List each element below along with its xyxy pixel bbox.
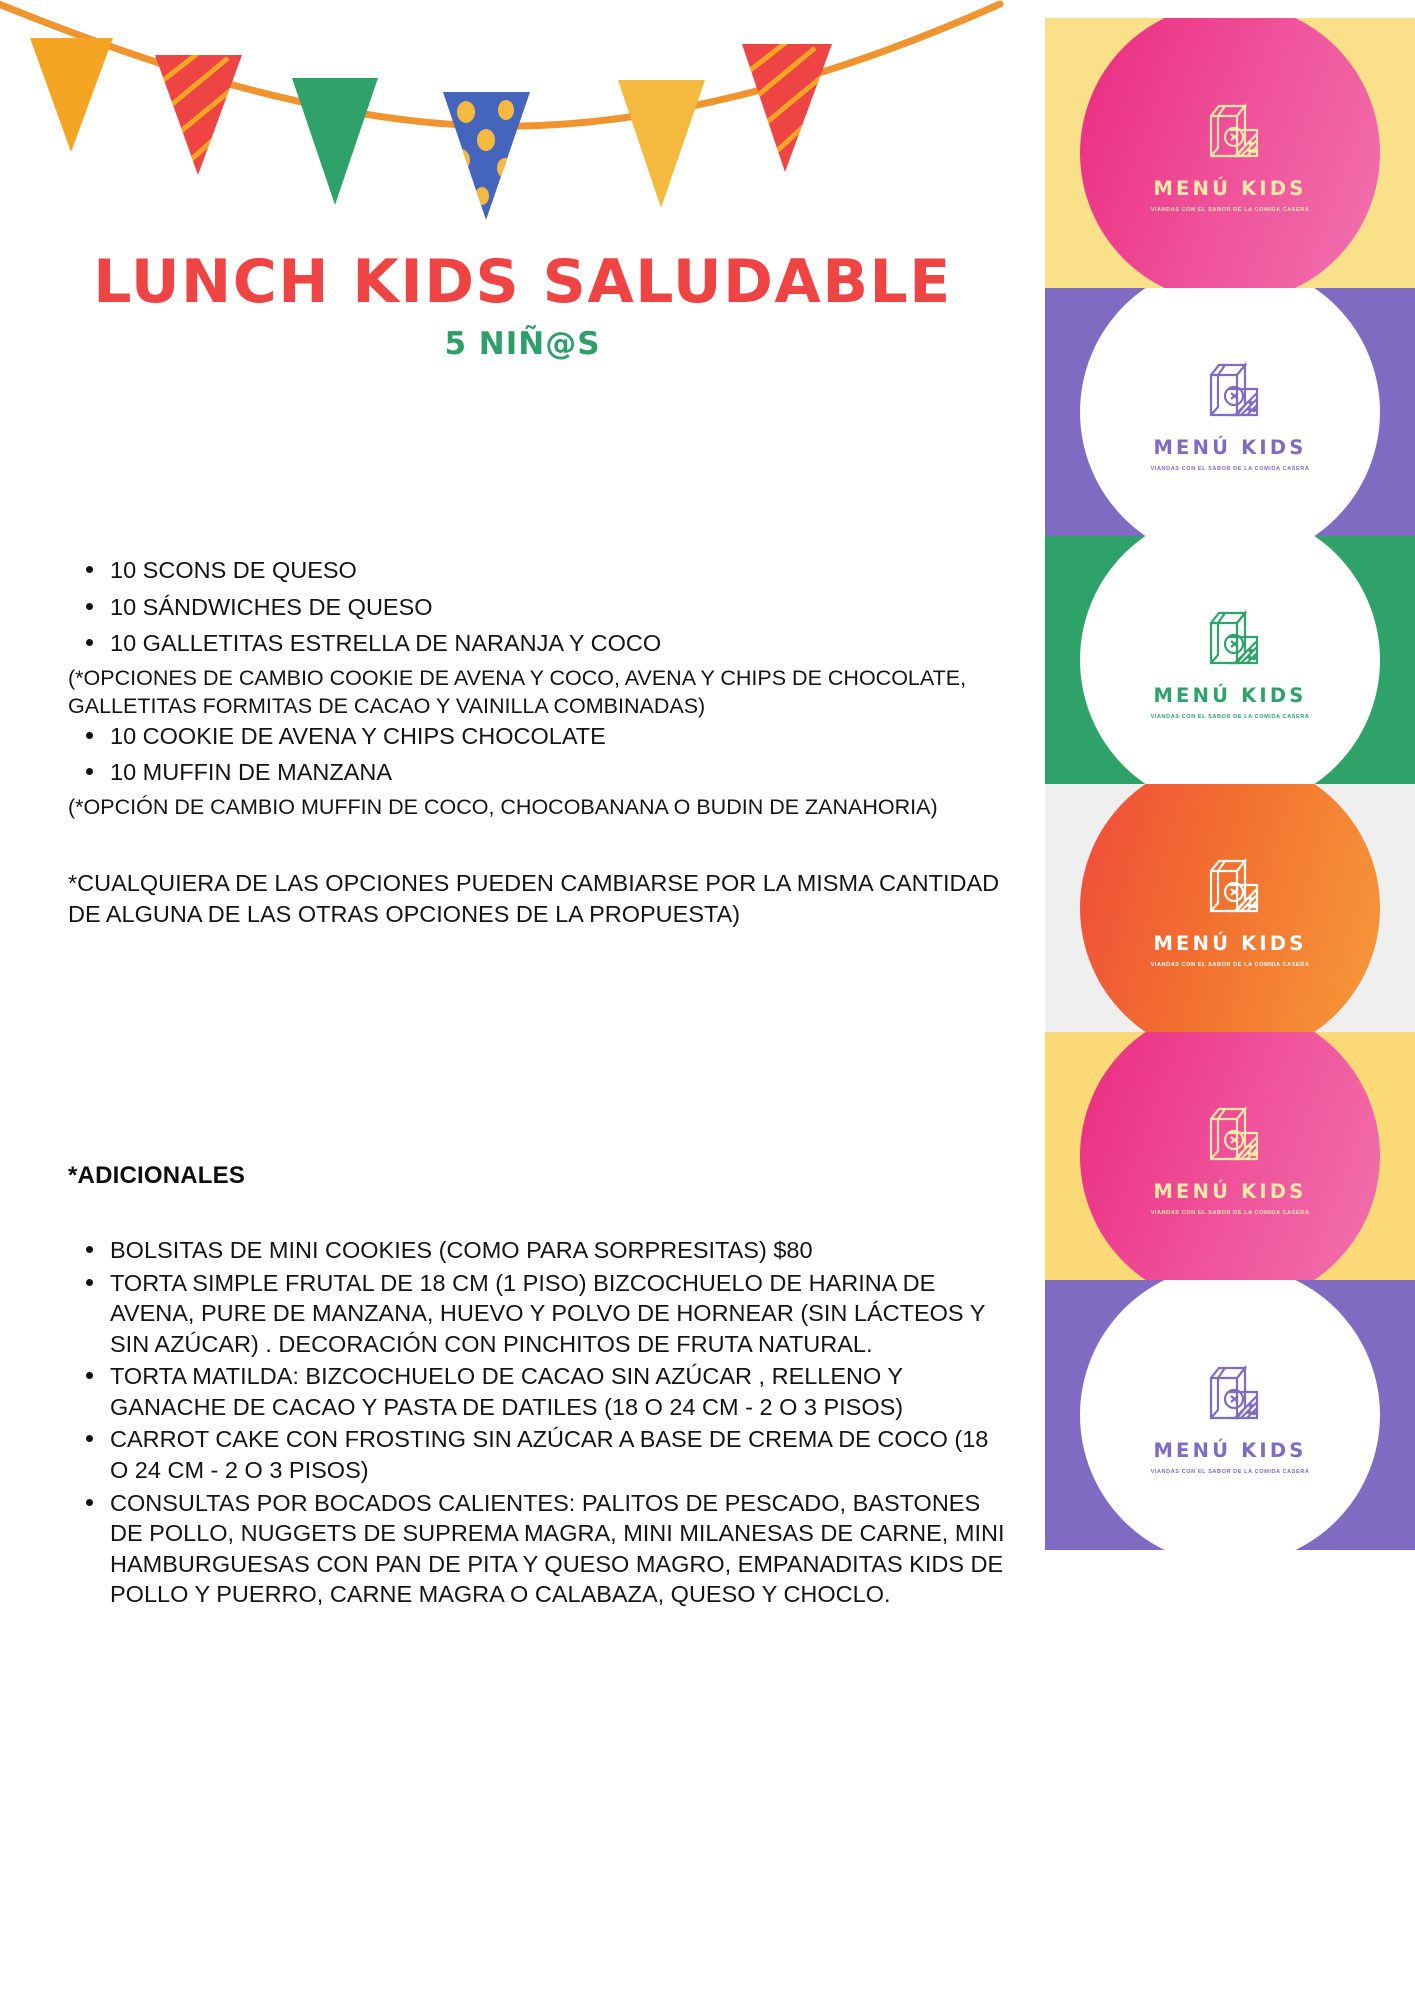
logo-panel-4 [1045, 784, 1415, 1032]
brand-name: MENÚ KIDS [1153, 931, 1307, 955]
additionals-block [68, 1160, 1008, 1612]
list-item: TORTA SIMPLE FRUTAL DE 18 CM (1 PISO) BIZCOCHUELO DE HARINA DE AVENA, PURE DE MANZANA, HUEVO Y POLVO DE HORNEAR (SIN LÁCTEOS Y SIN AZÚCAR) . DECORACIÓN CON PINCHITOS DE FRUTA NATURAL. [68, 1268, 1008, 1360]
brand-tagline: VIANDAS CON EL SABOR DE LA COMIDA CASERA [1150, 465, 1310, 472]
brand-badge [1080, 536, 1380, 784]
brand-tagline: VIANDAS CON EL SABOR DE LA COMIDA CASERA [1150, 1209, 1310, 1216]
bunting-flag-6 [735, 30, 847, 186]
page-title: LUNCH KIDS SALUDABLE [93, 247, 952, 317]
lunch-bag-icon [1191, 1356, 1269, 1433]
menu-note-1: (*OPCIONES DE CAMBIO COOKIE DE AVENA Y COCO, AVENA Y CHIPS DE CHOCOLATE, GALLETITAS FORMITAS DE CACAO Y VAINILLA COMBINADAS) [68, 665, 967, 718]
logo-panel-1 [1045, 18, 1415, 288]
brand-name: MENÚ KIDS [1153, 1438, 1307, 1462]
brand-tagline: VIANDAS CON EL SABOR DE LA COMIDA CASERA [1150, 713, 1310, 720]
list-item: 10 COOKIE DE AVENA Y CHIPS CHOCOLATE [68, 721, 1008, 752]
list-item: 10 SÁNDWICHES DE QUESO [68, 592, 1008, 623]
brand-badge [1080, 1280, 1380, 1550]
additionals-heading: *ADICIONALES [68, 1162, 246, 1189]
menu-items-list-2 [68, 721, 1008, 788]
party-bunting-decoration [0, 0, 1045, 250]
list-item: CONSULTAS POR BOCADOS CALIENTES: PALITOS DE PESCADO, BASTONES DE POLLO, NUGGETS DE SUPREMA MAGRA, MINI MILANESAS DE CARNE, MINI HAMBURGUESAS CON PAN DE PITA Y QUESO MAGRO, EMPANADITAS KIDS DE POLLO Y PUERRO, CARNE MAGRA O CALABAZA, QUESO Y CHOCLO. [68, 1488, 1008, 1610]
page-subtitle: 5 NIÑ@S [444, 326, 601, 362]
lunch-bag-icon [1191, 1097, 1269, 1174]
list-item: 10 SCONS DE QUESO [68, 555, 1008, 586]
bunting-flag-2 [148, 40, 260, 196]
column-top-padding [1045, 0, 1415, 18]
additionals-list [68, 1235, 1008, 1610]
brand-name: MENÚ KIDS [1153, 683, 1307, 707]
lunch-bag-icon [1191, 353, 1269, 430]
brand-badge [1080, 18, 1380, 288]
brand-badge [1080, 288, 1380, 536]
lunch-bag-icon [1191, 849, 1269, 926]
list-item: 10 MUFFIN DE MANZANA [68, 757, 1008, 788]
logo-panel-column [1045, 0, 1415, 2000]
bunting-flag-4 [443, 92, 530, 220]
menu-items-list [68, 555, 1008, 659]
brand-name: MENÚ KIDS [1153, 1179, 1307, 1203]
logo-panel-5 [1045, 1032, 1415, 1280]
menu-content-block [68, 555, 1008, 930]
list-item: 10 GALLETITAS ESTRELLA DE NARANJA Y COCO [68, 628, 1008, 659]
list-item: BOLSITAS DE MINI COOKIES (COMO PARA SORPRESITAS) $80 [68, 1235, 1008, 1266]
logo-panel-6 [1045, 1280, 1415, 1550]
lunch-bag-icon [1191, 94, 1269, 171]
bunting-flag-1 [30, 38, 113, 152]
poster-headline-block [0, 247, 1045, 362]
bunting-flag-5 [618, 80, 705, 208]
brand-badge [1080, 1032, 1380, 1280]
logo-panel-2 [1045, 288, 1415, 536]
spacer [68, 822, 1008, 868]
bunting-flag-3 [292, 78, 378, 205]
menu-disclaimer: *CUALQUIERA DE LAS OPCIONES PUEDEN CAMBIARSE POR LA MISMA CANTIDAD DE ALGUNA DE LAS OTRAS OPCIONES DE LA PROPUESTA) [68, 869, 1000, 927]
brand-tagline: VIANDAS CON EL SABOR DE LA COMIDA CASERA [1150, 206, 1310, 213]
column-bottom-padding [1045, 1550, 1415, 1568]
brand-name: MENÚ KIDS [1153, 176, 1307, 200]
menu-note-2: (*OPCIÓN DE CAMBIO MUFFIN DE COCO, CHOCOBANANA O BUDIN DE ZANAHORIA) [68, 794, 938, 819]
brand-name: MENÚ KIDS [1153, 435, 1307, 459]
list-item: TORTA MATILDA: BIZCOCHUELO DE CACAO SIN AZÚCAR , RELLENO Y GANACHE DE CACAO Y PASTA DE DATILES (18 O 24 CM - 2 O 3 PISOS) [68, 1361, 1008, 1422]
spacer [68, 1191, 1008, 1235]
list-item: CARROT CAKE CON FROSTING SIN AZÚCAR A BASE DE CREMA DE COCO (18 O 24 CM - 2 O 3 PISOS) [68, 1424, 1008, 1485]
brand-tagline: VIANDAS CON EL SABOR DE LA COMIDA CASERA [1150, 961, 1310, 968]
brand-badge [1080, 784, 1380, 1032]
logo-panel-3 [1045, 536, 1415, 784]
lunch-bag-icon [1191, 601, 1269, 678]
brand-tagline: VIANDAS CON EL SABOR DE LA COMIDA CASERA [1150, 1468, 1310, 1475]
